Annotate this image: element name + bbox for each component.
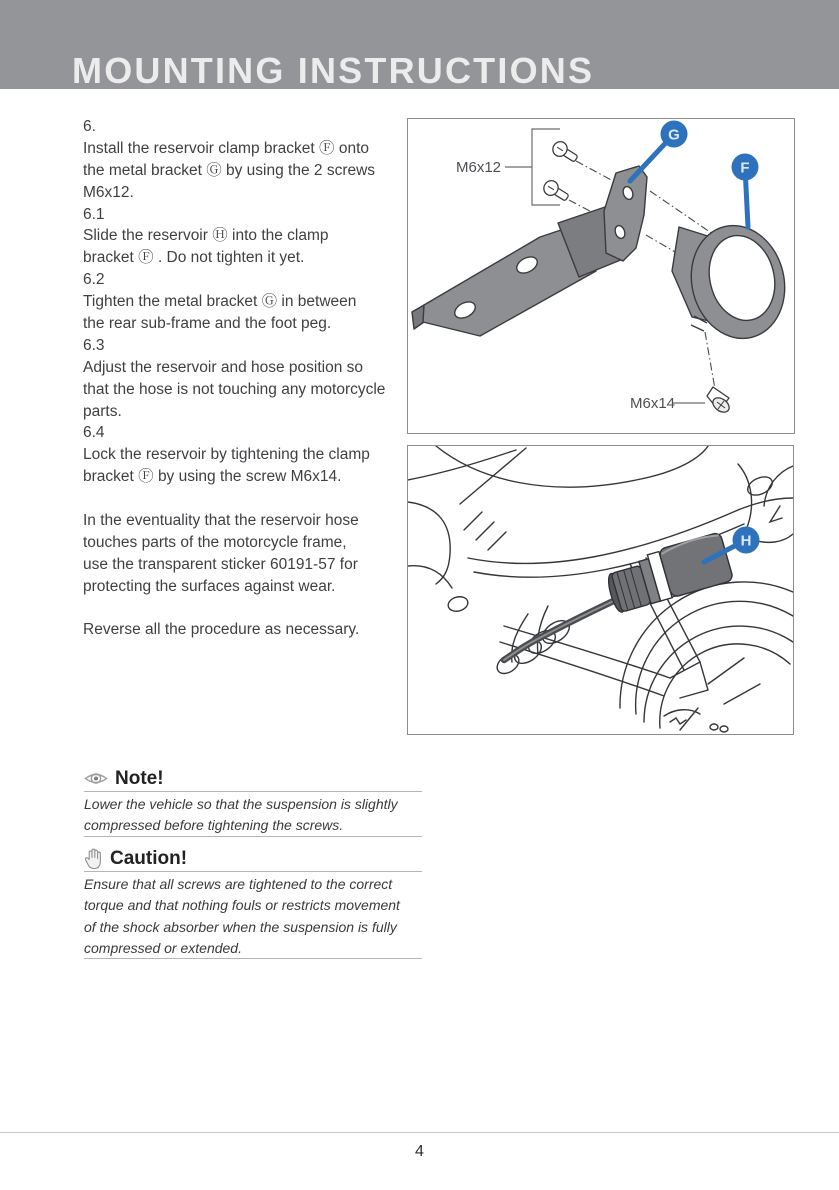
instruction-line: the metal bracket Ⓖ by using the 2 screws: [83, 161, 376, 179]
instruction-line: 6.4: [83, 424, 105, 442]
instruction-line: that the hose is not touching any motorcycle: [83, 380, 386, 398]
instructions-column: [83, 116, 413, 641]
caution-title: Caution!: [110, 847, 188, 869]
instruction-line: bracket Ⓕ by using the screw M6x14.: [83, 468, 342, 486]
caution-line: of the shock absorber when the suspension is fully: [84, 918, 397, 935]
instruction-line: parts.: [83, 402, 122, 420]
instruction-line: M6x12.: [83, 183, 134, 201]
instruction-line: In the eventuality that the reservoir hose: [83, 512, 359, 530]
instruction-line: Tighten the metal bracket Ⓖ in between: [83, 293, 357, 311]
badge-f: [732, 154, 759, 228]
note-line: compressed before tightening the screws.: [84, 817, 344, 834]
metal-bracket-part: [412, 166, 647, 336]
instruction-line: 6.1: [83, 205, 105, 223]
instruction-line: 6.: [83, 118, 96, 135]
screw-m6x12-icon: [550, 139, 580, 165]
instruction-line: the rear sub-frame and the foot peg.: [83, 315, 332, 333]
instruction-line: protecting the surfaces against wear.: [83, 577, 336, 595]
figure-exploded-bracket: [407, 118, 795, 434]
divider: [84, 958, 422, 959]
instruction-line: use the transparent sticker 60191-57 for: [83, 555, 358, 573]
figure-motorcycle-rear: [407, 445, 794, 735]
badge-g: [630, 121, 688, 182]
motorcycle-rear-drawing: [408, 446, 793, 734]
hand-icon: [84, 847, 103, 870]
screw-m6x14-icon: [707, 387, 732, 415]
clamp-bracket-part: [672, 216, 794, 349]
instruction-line: Reverse all the procedure as necessary.: [83, 621, 360, 639]
caution-line: Ensure that all screws are tightened to the correct: [84, 876, 393, 892]
footer-divider: [0, 1132, 839, 1133]
page-title: MOUNTING INSTRUCTIONS: [72, 50, 595, 91]
divider: [84, 791, 422, 792]
caution-heading: [84, 846, 187, 870]
caution-line: compressed or extended.: [84, 939, 242, 956]
svg-text:F: F: [740, 159, 750, 177]
note-heading: [84, 766, 164, 790]
caution-text: [84, 874, 429, 959]
svg-text:G: G: [668, 126, 680, 144]
instruction-line: Lock the reservoir by tightening the clamp: [83, 446, 370, 464]
label-m6x14: M6x14: [630, 395, 676, 412]
instruction-line-spacer: [83, 598, 413, 620]
divider: [84, 871, 422, 872]
screw-m6x12-icon: [541, 178, 571, 204]
instruction-line: Adjust the reservoir and hose position so: [83, 358, 364, 376]
eye-icon: [84, 770, 108, 787]
instruction-line: bracket Ⓕ . Do not tighten it yet.: [83, 249, 305, 267]
caution-line: torque and that nothing fouls or restricts movement: [84, 897, 400, 914]
note-text: [84, 794, 429, 837]
label-m6x12: M6x12: [456, 159, 502, 176]
page-number: 4: [415, 1143, 424, 1160]
instruction-line: 6.3: [83, 336, 105, 354]
instruction-line: Slide the reservoir Ⓗ into the clamp: [83, 227, 329, 245]
page-header: [0, 0, 839, 89]
motorcycle-line-art: [408, 446, 793, 732]
note-title: Note!: [115, 767, 164, 789]
exploded-bracket-drawing: [408, 119, 794, 433]
instruction-line: Install the reservoir clamp bracket Ⓕ onto: [83, 139, 370, 157]
instruction-line: touches parts of the motorcycle frame,: [83, 533, 347, 551]
divider: [84, 836, 422, 837]
instruction-line: 6.2: [83, 271, 105, 289]
note-line: Lower the vehicle so that the suspension is slightly: [84, 796, 398, 812]
instruction-line-spacer: [83, 488, 413, 510]
svg-text:H: H: [740, 532, 752, 550]
